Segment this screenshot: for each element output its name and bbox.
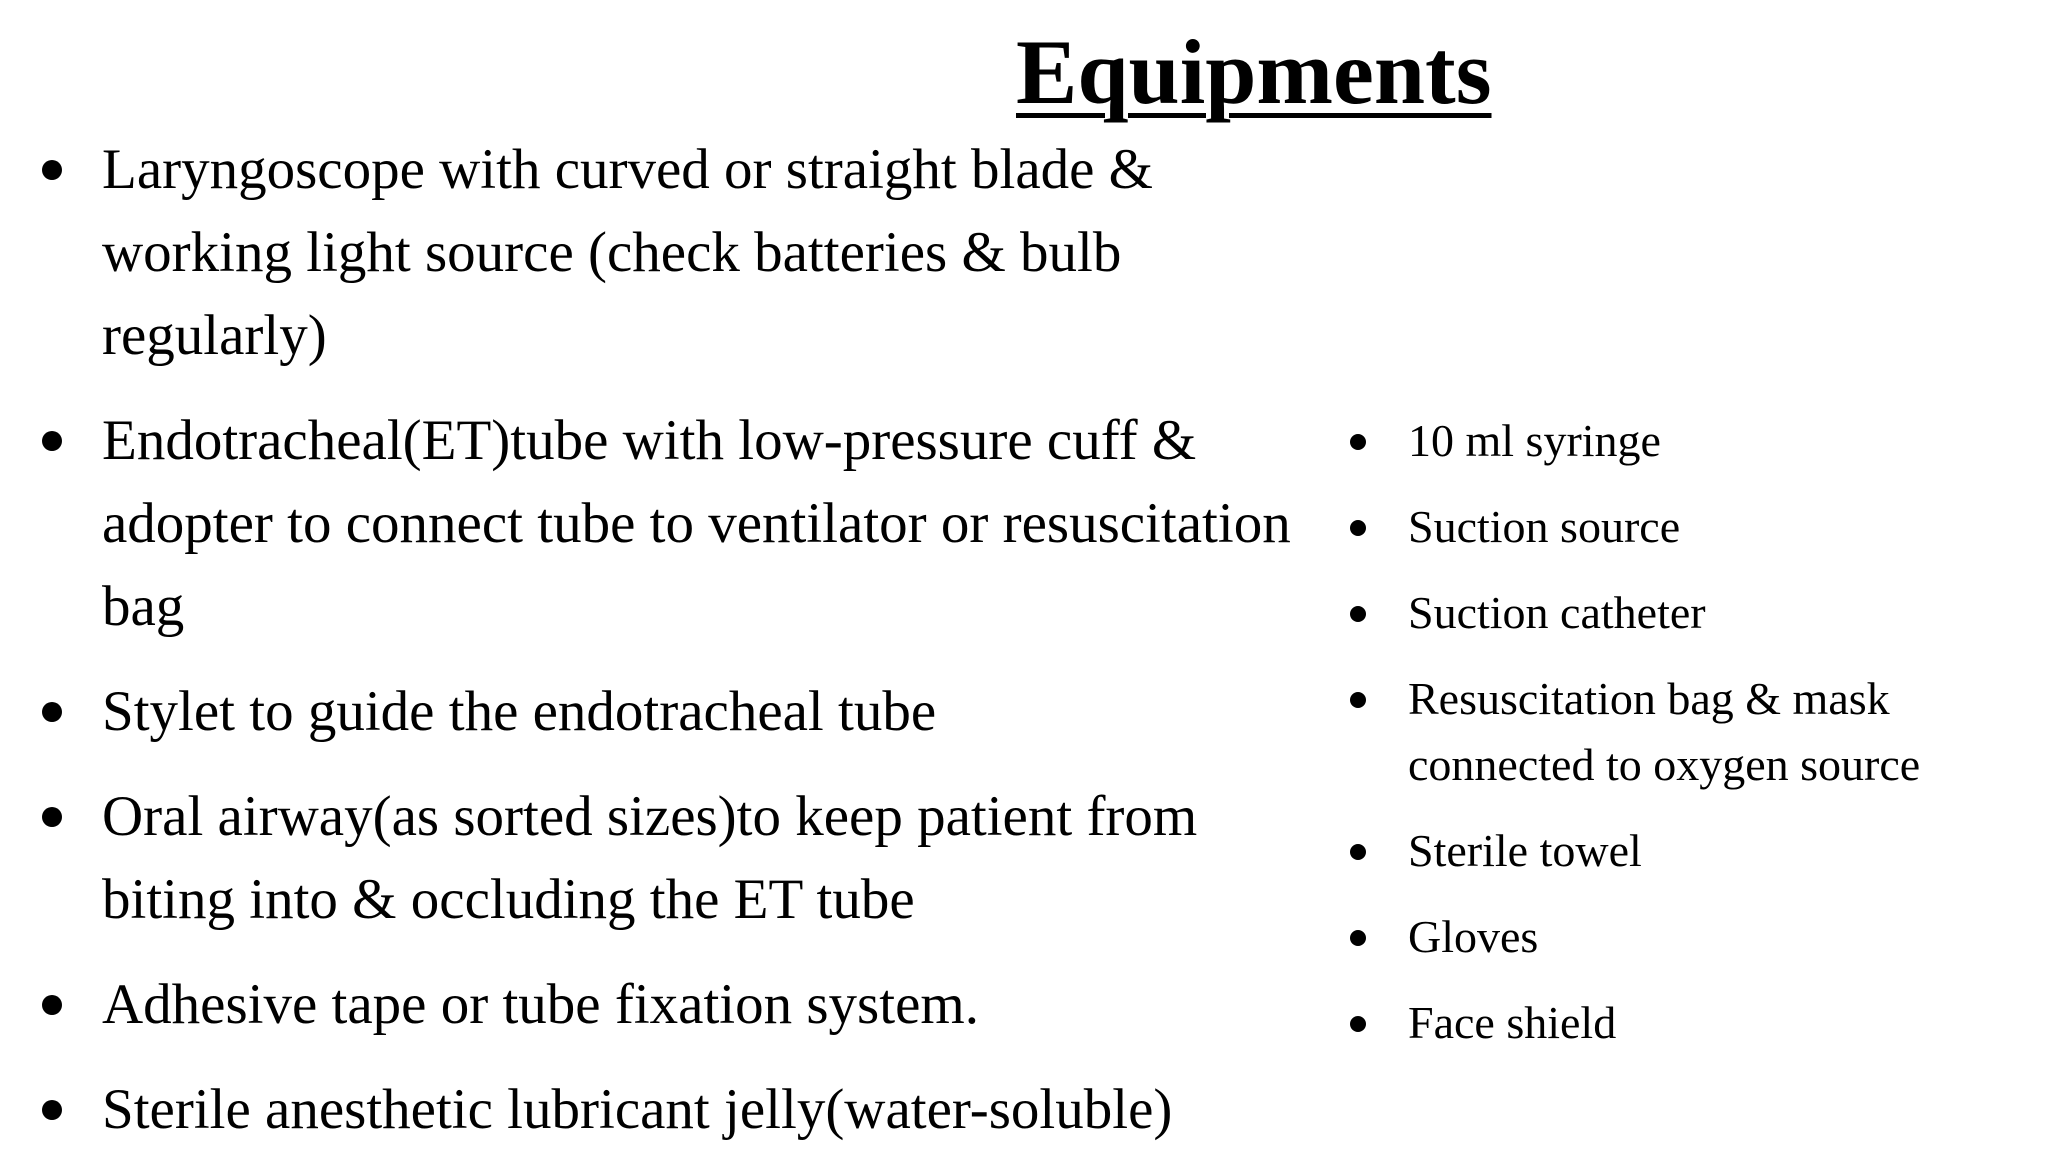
equipment-list-primary xyxy=(42,128,1302,1173)
list-item-text: Resuscitation bag & mask connected to oxygen source xyxy=(1408,673,1921,790)
bullet-icon xyxy=(42,1100,62,1120)
list-item xyxy=(1350,818,2010,884)
list-item-text: Sterile towel xyxy=(1408,825,1642,876)
list-item-text: Sterile anesthetic lubricant jelly(water-soluble) xyxy=(102,1078,1173,1141)
list-item-text: Endotracheal(ET)tube with low-pressure cuff & adopter to connect tube to ventilator or resuscitation bag xyxy=(102,409,1291,638)
list-item-text: Face shield xyxy=(1408,997,1617,1048)
list-item-text: 10 ml syringe xyxy=(1408,415,1661,466)
list-item xyxy=(1350,580,2010,646)
list-item xyxy=(42,399,1302,648)
list-item xyxy=(1350,990,2010,1056)
list-item xyxy=(1350,904,2010,970)
list-item xyxy=(42,1068,1302,1151)
bullet-icon xyxy=(1350,692,1366,708)
bullet-icon xyxy=(42,995,62,1015)
bullet-icon xyxy=(42,807,62,827)
list-item-text: Laryngoscope with curved or straight blade & working light source (check batteries & bulb regularly) xyxy=(102,138,1154,367)
list-item xyxy=(42,775,1302,941)
list-item-text: Gloves xyxy=(1408,911,1539,962)
bullet-icon xyxy=(42,160,62,180)
list-item-text: Stylet to guide the endotracheal tube xyxy=(102,680,937,743)
list-item xyxy=(1350,494,2010,560)
bullet-icon xyxy=(1350,1016,1366,1032)
list-item xyxy=(1350,666,2010,798)
list-item xyxy=(42,670,1302,753)
list-item-text: Oral airway(as sorted sizes)to keep patient from biting into & occluding the ET tube xyxy=(102,785,1198,931)
bullet-icon xyxy=(1350,606,1366,622)
bullet-icon xyxy=(1350,930,1366,946)
equipment-list-secondary xyxy=(1350,408,2010,1076)
list-item-text: Suction catheter xyxy=(1408,587,1706,638)
page-title: Equipments xyxy=(1016,21,1492,123)
list-item xyxy=(42,963,1302,1046)
bullet-icon xyxy=(1350,844,1366,860)
bullet-icon xyxy=(1350,434,1366,450)
bullet-icon xyxy=(42,431,62,451)
list-item-text: Suction source xyxy=(1408,501,1681,552)
bullet-icon xyxy=(42,702,62,722)
list-item xyxy=(42,128,1302,377)
list-item xyxy=(1350,408,2010,474)
list-item-text: Adhesive tape or tube fixation system. xyxy=(102,973,979,1036)
bullet-icon xyxy=(1350,520,1366,536)
